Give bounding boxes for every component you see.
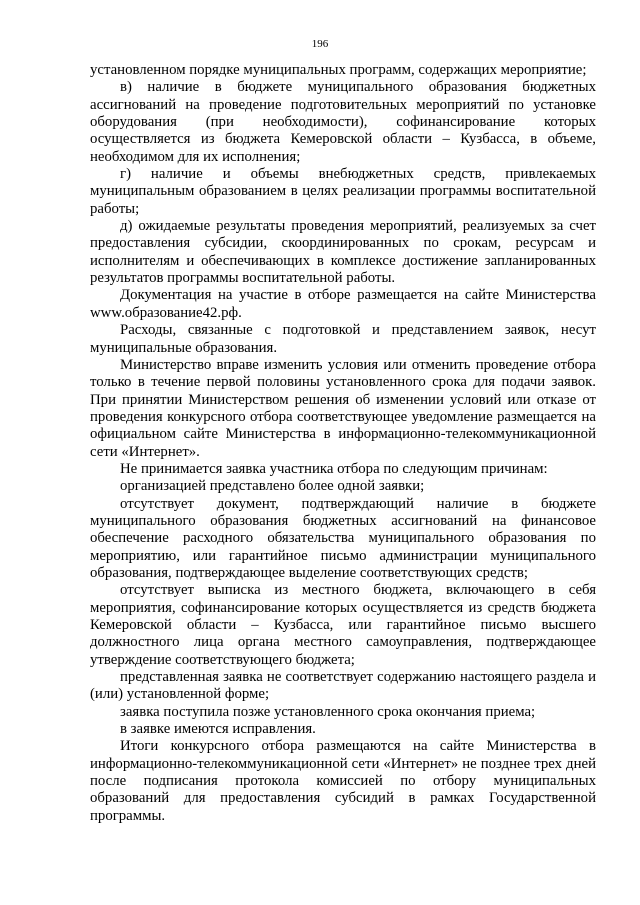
paragraph: организацией представлено более одной заявки; [120,478,425,495]
paragraph: установленном порядке муниципальных программ, содержащих мероприятие; [90,62,587,78]
paragraph: представленная заявка не соответствует содержанию настоящего раздела и (или) установленной форме; [90,669,596,703]
paragraph: отсутствует выписка из местного бюджета, включающего в себя мероприятия, софинансирование которых осуществляется из средств бюджета Кемеровской области – Кузбасса, или гарантийное письмо высшего должностного лица органа местного самоуправления, подтверждающее утверждение соответствующего бюджета; [90,582,596,668]
paragraph: Министерство вправе изменить условия или отменить проведение отбора только в течение первой половины установленного срока для подачи заявок. При принятии Министерством решения об изменении условий или отказе от проведения конкурсного отбора соответствующее уведомление размещается на официальном сайте Министерства в информационно-телекоммуникационной сети «Интернет». [90,356,596,460]
paragraph: заявка поступила позже установленного срока окончания приема; [120,703,536,720]
paragraph: в) наличие в бюджете муниципального образования бюджетных ассигнований на проведение подготовительных мероприятий по установке оборудования (при необходимости), софинансирование которых осуществляется из бюджета Кемеровской области – Кузбасса, в объеме, необходимом для их исполнения; [90,79,596,165]
page-number: 196 [311,38,329,50]
paragraph: в заявке имеются исправления. [120,721,316,738]
paragraph: г) наличие и объемы внебюджетных средств, привлекаемых муниципальным образованием в целях реализации программы воспитательной работы; [90,166,596,217]
paragraph: отсутствует документ, подтверждающий наличие в бюджете муниципального образования бюджетных ассигнований на финансовое обеспечение расходного обязательства муниципального образования по мероприятию, или гарантийное письмо администрации муниципального образования, подтверждающее выделение соответствующих средств; [90,495,596,581]
paragraph: д) ожидаемые результаты проведения мероприятий, реализуемых за счет предоставления субсидии, скоординированных по срокам, ресурсам и исполнителям и обеспечивающих в комплексе достижение запланированных результатов программы воспитательной работы. [90,218,596,287]
paragraph: Документация на участие в отборе размещается на сайте Министерства www.образование42.рф. [90,287,596,321]
paragraph: Не принимается заявка участника отбора по следующим причинам: [120,460,548,477]
document-body [90,62,596,825]
paragraph: Итоги конкурсного отбора размещаются на сайте Министерства в информационно-телекоммуникационной сети «Интернет» не позднее трех дней после подписания протокола комиссией по отбору муниципальных образований для предоставления субсидий в рамках Государственной программы. [90,738,596,824]
paragraph: Расходы, связанные с подготовкой и представлением заявок, несут муниципальные образования. [90,322,596,356]
